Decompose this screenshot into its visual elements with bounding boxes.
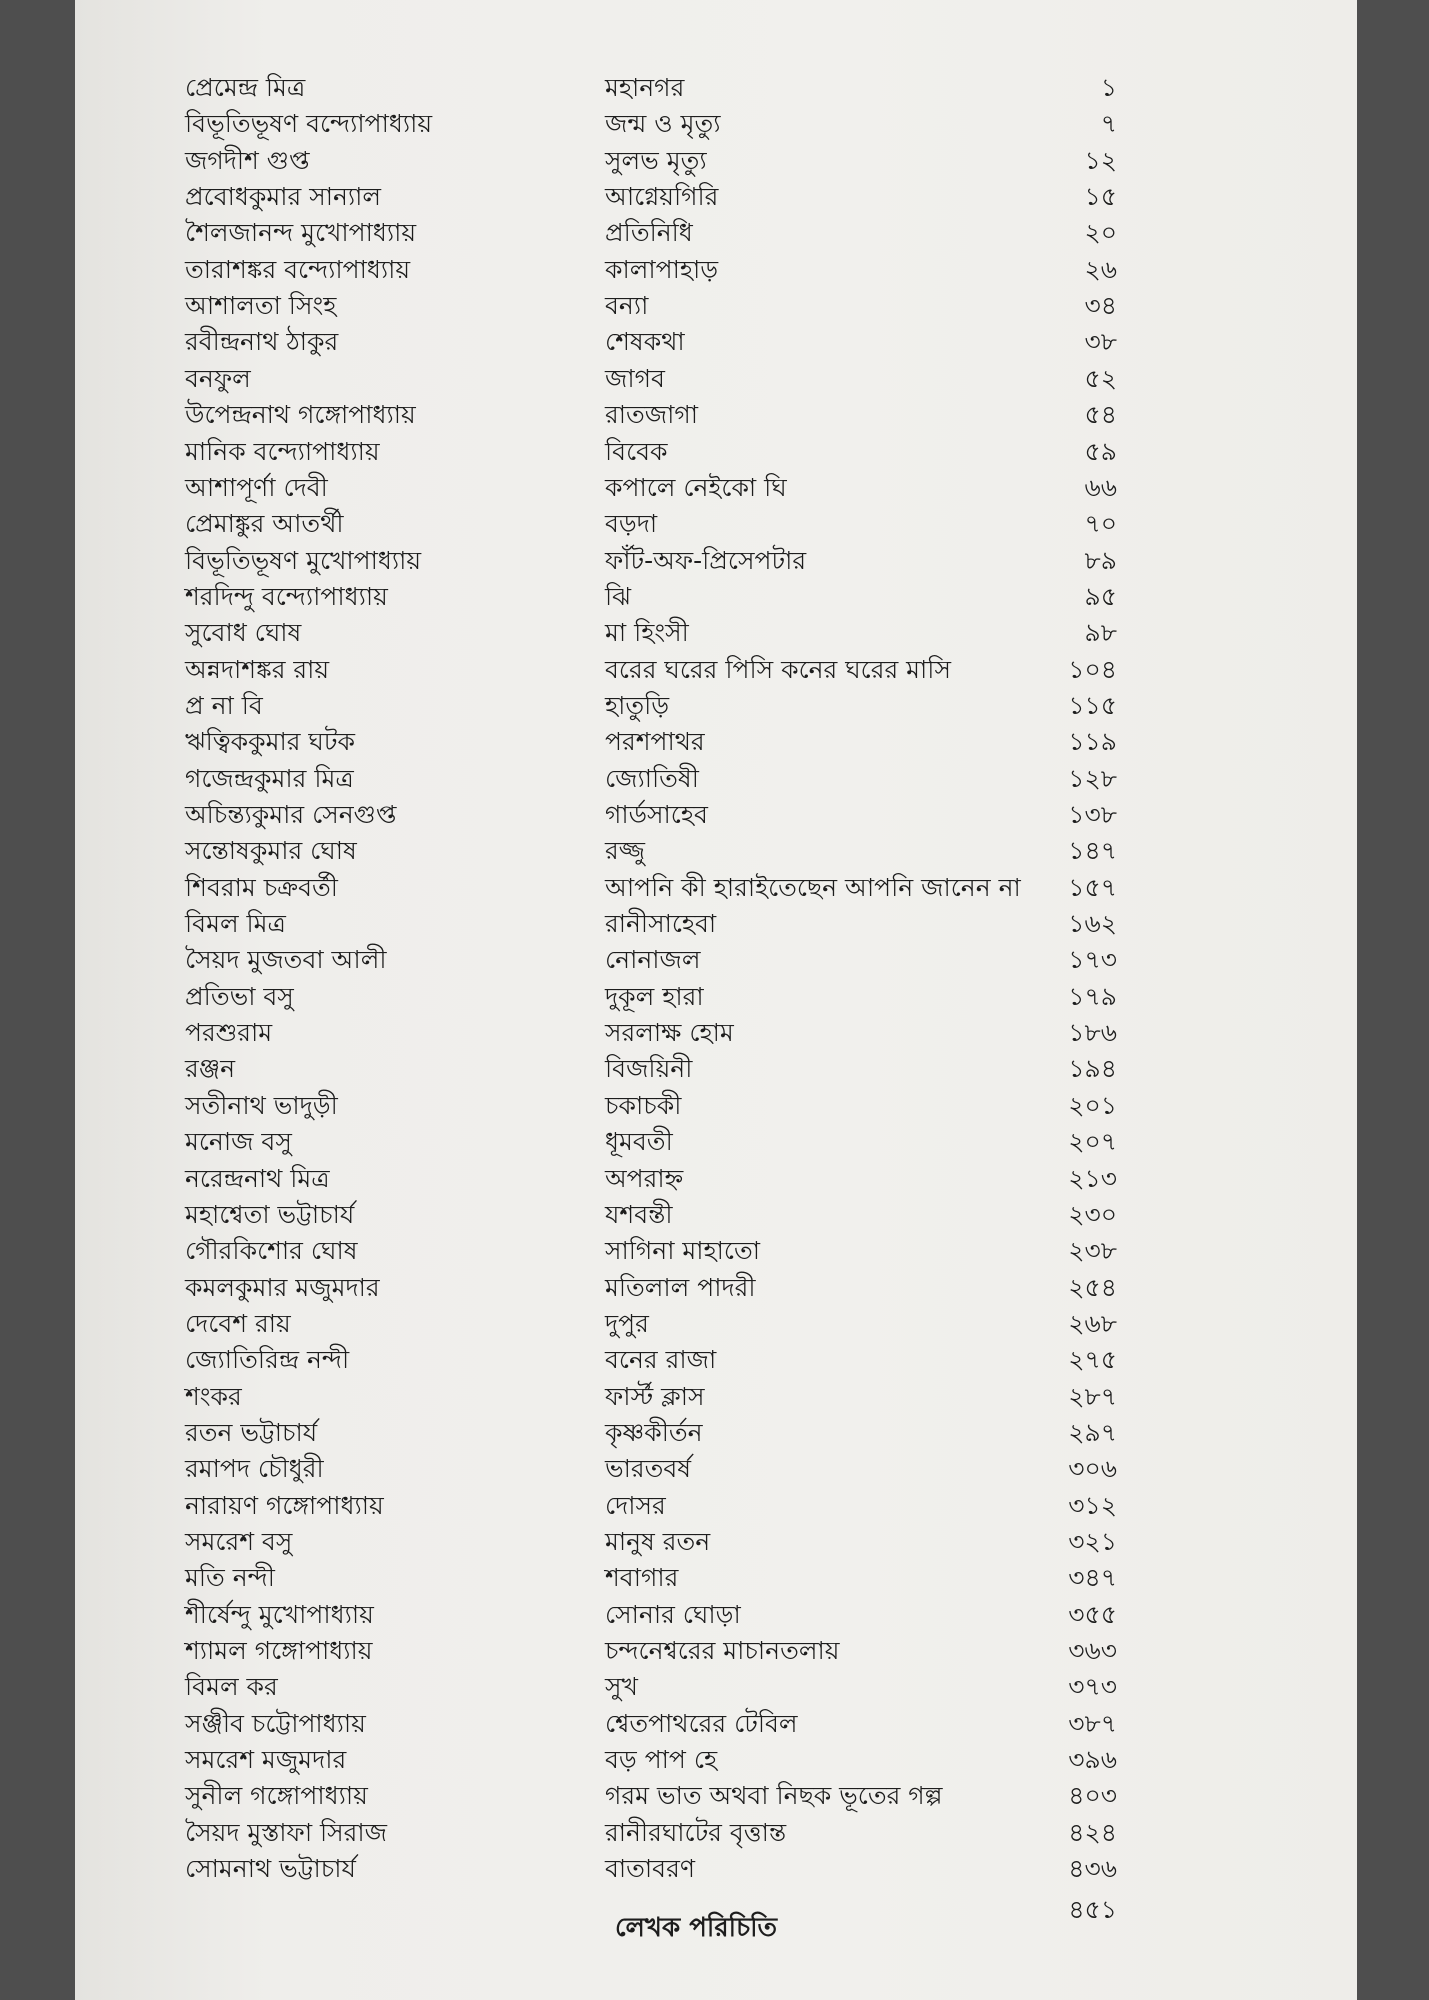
toc-story-title: জ্যোতিষী [605, 763, 699, 793]
toc-story-title: রানীসাহেবা [605, 909, 717, 939]
toc-page-number: ১০৪ [1068, 654, 1117, 684]
toc-page-number: ১৫ [1084, 182, 1117, 212]
toc-page-number: ৩৮৭ [1068, 1708, 1117, 1738]
toc-row [75, 1015, 1357, 1051]
toc-author: সৈয়দ মুস্তাফা সিরাজ [185, 1817, 388, 1847]
toc-row [75, 1669, 1357, 1705]
toc-row [75, 1415, 1357, 1451]
toc-row [75, 324, 1357, 360]
toc-page-number: ১৮৬ [1068, 1018, 1117, 1048]
toc-row [75, 1051, 1357, 1087]
toc-page-number: ৩২১ [1068, 1527, 1117, 1556]
toc-story-title: ধূমবতী [605, 1127, 673, 1157]
toc-author: কমলকুমার মজুমদার [185, 1272, 380, 1302]
toc-story-title: চন্দনেশ্বরের মাচানতলায় [605, 1636, 840, 1666]
toc-story-title: বড় পাপ হে [605, 1745, 718, 1775]
toc-row [75, 1488, 1357, 1524]
toc-story-title: নোনাজল [605, 945, 701, 975]
toc-page-number: ৪৫১ [1068, 1894, 1117, 1924]
toc-page-number: ৯৮ [1084, 618, 1117, 648]
toc-page-number: ২৬৮ [1068, 1308, 1117, 1338]
toc-story-title: পরশপাথর [605, 727, 705, 757]
toc-author: রতন ভট্টাচার্য [185, 1417, 318, 1447]
toc-story-title: ফাঁট-অফ-প্রিসেপটার [605, 545, 807, 575]
toc-author: আশাপূর্ণা দেবী [185, 472, 328, 502]
book-page [75, 0, 1357, 2000]
toc-page-number: ৩৪৭ [1068, 1563, 1117, 1593]
toc-story-title: রাতজাগা [605, 400, 699, 430]
toc-page-number: ৫৪ [1084, 400, 1117, 430]
toc-story-title: সুলভ মৃত্যু [605, 145, 707, 175]
toc-author: সমরেশ বসু [185, 1527, 293, 1556]
toc-row [75, 288, 1357, 324]
toc-story-title: অপরাহ্ন [605, 1163, 684, 1193]
toc-row [75, 252, 1357, 288]
toc-author: সন্তোষকুমার ঘোষ [185, 836, 357, 866]
toc-row [75, 397, 1357, 433]
toc-row [75, 833, 1357, 869]
toc-page-number: ১৩৮ [1068, 800, 1117, 829]
toc-page-number: ১৬২ [1068, 909, 1117, 939]
toc-author: শৈলজানন্দ মুখোপাধ্যায় [185, 218, 417, 248]
toc-row [75, 1633, 1357, 1669]
toc-row [75, 179, 1357, 215]
toc-row [75, 1161, 1357, 1197]
toc-row [75, 1815, 1357, 1851]
toc-story-title: রজ্জু [605, 836, 645, 866]
toc-author: প্রেমেন্দ্র মিত্র [185, 73, 306, 102]
toc-page-number: ৩৯৬ [1068, 1745, 1117, 1775]
toc-row [75, 70, 1357, 106]
toc-page-number: ৭ [1100, 109, 1117, 139]
toc-author: সৈয়দ মুজতবা আলী [185, 945, 387, 975]
toc-author: তারাশঙ্কর বন্দ্যোপাধ্যায় [185, 254, 411, 284]
toc-author: মতি নন্দী [185, 1563, 275, 1593]
toc-page-number: ৩৪ [1084, 291, 1117, 321]
toc-story-title: সোনার ঘোড়া [605, 1599, 741, 1629]
toc-author: মানিক বন্দ্যোপাধ্যায় [185, 436, 380, 466]
toc-story-title: হাতুড়ি [605, 690, 670, 720]
toc-author: শীর্ষেন্দু মুখোপাধ্যায় [185, 1599, 374, 1629]
toc-story-title: দোসর [605, 1490, 666, 1520]
toc-author: রবীন্দ্রনাথ ঠাকুর [185, 327, 339, 357]
toc-story-title: ফার্স্ট ক্লাস [605, 1381, 705, 1411]
toc-author: নরেন্দ্রনাথ মিত্র [185, 1163, 330, 1193]
toc-story-title: বনের রাজা [605, 1345, 717, 1375]
toc-author: বিমল মিত্র [185, 909, 286, 939]
toc-row [75, 506, 1357, 542]
toc-row [75, 215, 1357, 251]
toc-author: নারায়ণ গঙ্গোপাধ্যায় [185, 1490, 384, 1520]
toc-story-title: মা হিংসী [605, 618, 689, 648]
toc-row [75, 688, 1357, 724]
toc-author: দেবেশ রায় [185, 1308, 291, 1338]
toc-row [75, 1778, 1357, 1814]
toc-page-number: ২৯৭ [1068, 1417, 1117, 1447]
toc-story-title: ভারতবর্ষ [605, 1454, 692, 1484]
toc-page-number: ২৫৪ [1068, 1272, 1117, 1302]
toc-story-title: সুখ [605, 1672, 638, 1702]
toc-author: জ্যোতিরিন্দ্র নন্দী [185, 1345, 350, 1375]
toc-row [75, 906, 1357, 942]
toc-page-number: ৪২৪ [1068, 1817, 1117, 1847]
toc-row [75, 979, 1357, 1015]
toc-author: শরদিন্দু বন্দ্যোপাধ্যায় [185, 581, 388, 611]
toc-story-title: প্রতিনিধি [605, 218, 693, 248]
toc-story-title: বিজয়িনী [605, 1054, 693, 1084]
toc-page-number: ৩৫৫ [1068, 1599, 1117, 1629]
toc-story-title: মহানগর [605, 73, 685, 102]
toc-page-number: ২৬ [1084, 254, 1117, 284]
toc-row [75, 1451, 1357, 1487]
toc-row [75, 1597, 1357, 1633]
toc-row [75, 1306, 1357, 1342]
toc-story-title: কালাপাহাড় [605, 254, 719, 284]
toc-page-number: ৪০৩ [1068, 1781, 1117, 1811]
toc-story-title: কপালে নেইকো ঘি [605, 472, 787, 502]
toc-story-title: শবাগার [605, 1563, 679, 1593]
toc-page-number: ১৫৭ [1068, 872, 1117, 902]
toc-row [75, 361, 1357, 397]
toc-story-title: দুপুর [605, 1308, 649, 1338]
toc-author: মহাশ্বেতা ভট্টাচার্য [185, 1199, 355, 1229]
toc-story-title: দুকূল হারা [605, 981, 704, 1011]
toc-story-title: যশবন্তী [605, 1199, 673, 1229]
toc-page-number: ১৭৯ [1068, 981, 1117, 1011]
toc-page-number: ২৩০ [1068, 1199, 1117, 1229]
toc-page-number: ২৩৮ [1068, 1236, 1117, 1266]
toc-author: প্রবোধকুমার সান্যাল [185, 182, 382, 212]
toc-row [75, 106, 1357, 142]
toc-story-title: চকাচকী [605, 1090, 682, 1120]
toc-story-title: কৃষ্ণকীর্তন [605, 1417, 703, 1447]
toc-author: উপেন্দ্রনাথ গঙ্গোপাধ্যায় [185, 400, 416, 430]
toc-row [75, 1706, 1357, 1742]
toc-author: বিভূতিভূষণ বন্দ্যোপাধ্যায় [185, 109, 433, 139]
toc-page-number: ২৭৫ [1068, 1345, 1117, 1375]
toc-author: পরশুরাম [185, 1018, 273, 1048]
toc-author: সোমনাথ ভট্টাচার্য [185, 1854, 356, 1884]
toc-page-number: ১১৫ [1068, 690, 1117, 720]
toc-row [75, 797, 1357, 833]
toc-row [75, 434, 1357, 470]
toc-story-title: আগ্নেয়গিরি [605, 182, 719, 212]
toc-page-number: ১৭৩ [1068, 945, 1117, 975]
toc-row [75, 470, 1357, 506]
toc-author: সুবোধ ঘোষ [185, 618, 302, 648]
toc-row [75, 1379, 1357, 1415]
toc-page-number: ১২ [1084, 145, 1117, 175]
toc-story-title: বন্যা [605, 291, 649, 321]
toc-author: সুনীল গঙ্গোপাধ্যায় [185, 1781, 368, 1811]
toc-author: শ্যামল গঙ্গোপাধ্যায় [185, 1636, 373, 1666]
toc-story-title: সরলাক্ষ হোম [605, 1018, 734, 1048]
toc-row [75, 652, 1357, 688]
toc-author: জগদীশ গুপ্ত [185, 145, 310, 175]
toc-author: ঋত্বিককুমার ঘটক [185, 727, 355, 757]
toc-author: সঞ্জীব চট্টোপাধ্যায় [185, 1708, 366, 1738]
toc-row [75, 761, 1357, 797]
toc-author: আশালতা সিংহ [185, 291, 337, 321]
toc-page-number: ৫৯ [1084, 436, 1117, 466]
toc-author: গৌরকিশোর ঘোষ [185, 1236, 358, 1266]
toc-row [75, 1270, 1357, 1306]
toc-page-number: ৩১২ [1068, 1490, 1117, 1520]
toc-story-title: শেষকথা [605, 327, 685, 357]
toc-page-number: ১৪৭ [1068, 836, 1117, 866]
toc-row [75, 1342, 1357, 1378]
toc-story-title: ঝি [605, 581, 632, 611]
toc-row [75, 942, 1357, 978]
toc-story-title: বরের ঘরের পিসি কনের ঘরের মাসি [605, 654, 951, 684]
toc-page-number: ৩৭৩ [1068, 1672, 1117, 1702]
toc-page-number: ৫২ [1084, 363, 1117, 393]
toc-author: রঞ্জন [185, 1054, 236, 1084]
toc-row [75, 543, 1357, 579]
toc-page-number: ২০ [1084, 218, 1117, 248]
toc-row [75, 1524, 1357, 1560]
toc-author: শিবরাম চক্রবর্তী [185, 872, 338, 902]
toc-author: গজেন্দ্রকুমার মিত্র [185, 763, 354, 793]
toc-row [75, 1124, 1357, 1160]
toc-page-number: ২০১ [1068, 1090, 1117, 1120]
toc-author: সমরেশ মজুমদার [185, 1745, 347, 1775]
toc-story-title: বড়দা [605, 509, 658, 539]
toc-page-number: ৮৯ [1084, 545, 1117, 575]
toc-author: প্রতিভা বসু [185, 981, 294, 1011]
toc-author: বিমল কর [185, 1672, 278, 1702]
toc-story-title: সাগিনা মাহাতো [605, 1236, 760, 1266]
toc-row [75, 1560, 1357, 1596]
toc-story-title: মতিলাল পাদরী [605, 1272, 756, 1302]
toc-row [75, 1088, 1357, 1124]
toc-page-number: ১৯৪ [1068, 1054, 1117, 1084]
toc-page-number: ৪৩৬ [1068, 1854, 1117, 1884]
toc-story-title: বিবেক [605, 436, 668, 466]
author-introduction-heading: লেখক পরিচিতি [615, 1913, 778, 1943]
toc-page-number: ৩৬৩ [1068, 1636, 1117, 1666]
toc-row [75, 143, 1357, 179]
table-of-contents [75, 0, 1357, 2000]
toc-story-title: গার্ডসাহেব [605, 800, 708, 829]
toc-author: বিভূতিভূষণ মুখোপাধ্যায় [185, 545, 422, 575]
toc-story-title: বাতাবরণ [605, 1854, 695, 1884]
toc-author: বনফুল [185, 363, 251, 393]
toc-author: রমাপদ চৌধুরী [185, 1454, 324, 1484]
toc-story-title: রানীরঘাটের বৃত্তান্ত [605, 1817, 787, 1847]
toc-row [75, 579, 1357, 615]
toc-story-title: জন্ম ও মৃত্যু [605, 109, 721, 139]
toc-page-number: ১১৯ [1068, 727, 1117, 757]
toc-page-number: ৩০৬ [1068, 1454, 1117, 1484]
toc-page-number: ৬৬ [1084, 472, 1117, 502]
toc-row [75, 724, 1357, 760]
toc-author: অন্নদাশঙ্কর রায় [185, 654, 330, 684]
toc-page-number: ৯৫ [1084, 581, 1117, 611]
toc-row [75, 615, 1357, 651]
toc-page-number: ২০৭ [1068, 1127, 1117, 1157]
toc-page-number: ৩৮ [1084, 327, 1117, 357]
toc-author: প্র না বি [185, 690, 263, 720]
toc-story-title: জাগব [605, 363, 665, 393]
toc-page-number: ১ [1100, 73, 1117, 102]
toc-row [75, 870, 1357, 906]
toc-story-title: মানুষ রতন [605, 1527, 711, 1556]
toc-story-title: শ্বেতপাথরের টেবিল [605, 1708, 798, 1738]
toc-author: সতীনাথ ভাদুড়ী [185, 1090, 338, 1120]
toc-row [75, 1851, 1357, 1887]
toc-story-title: গরম ভাত অথবা নিছক ভূতের গল্প [605, 1781, 943, 1811]
toc-author: অচিন্ত্যকুমার সেনগুপ্ত [185, 800, 397, 829]
toc-row [75, 1233, 1357, 1269]
toc-story-title: আপনি কী হারাইতেছেন আপনি জানেন না [605, 872, 1021, 902]
toc-row [75, 1742, 1357, 1778]
toc-page-number: ২১৩ [1068, 1163, 1117, 1193]
toc-page-number: ১২৮ [1068, 763, 1117, 793]
toc-row [75, 1197, 1357, 1233]
toc-page-number: ৭০ [1084, 509, 1117, 539]
toc-author: মনোজ বসু [185, 1127, 292, 1157]
toc-author: প্রেমাঙ্কুর আতর্থী [185, 509, 344, 539]
toc-page-number: ২৮৭ [1068, 1381, 1117, 1411]
toc-author: শংকর [185, 1381, 242, 1411]
